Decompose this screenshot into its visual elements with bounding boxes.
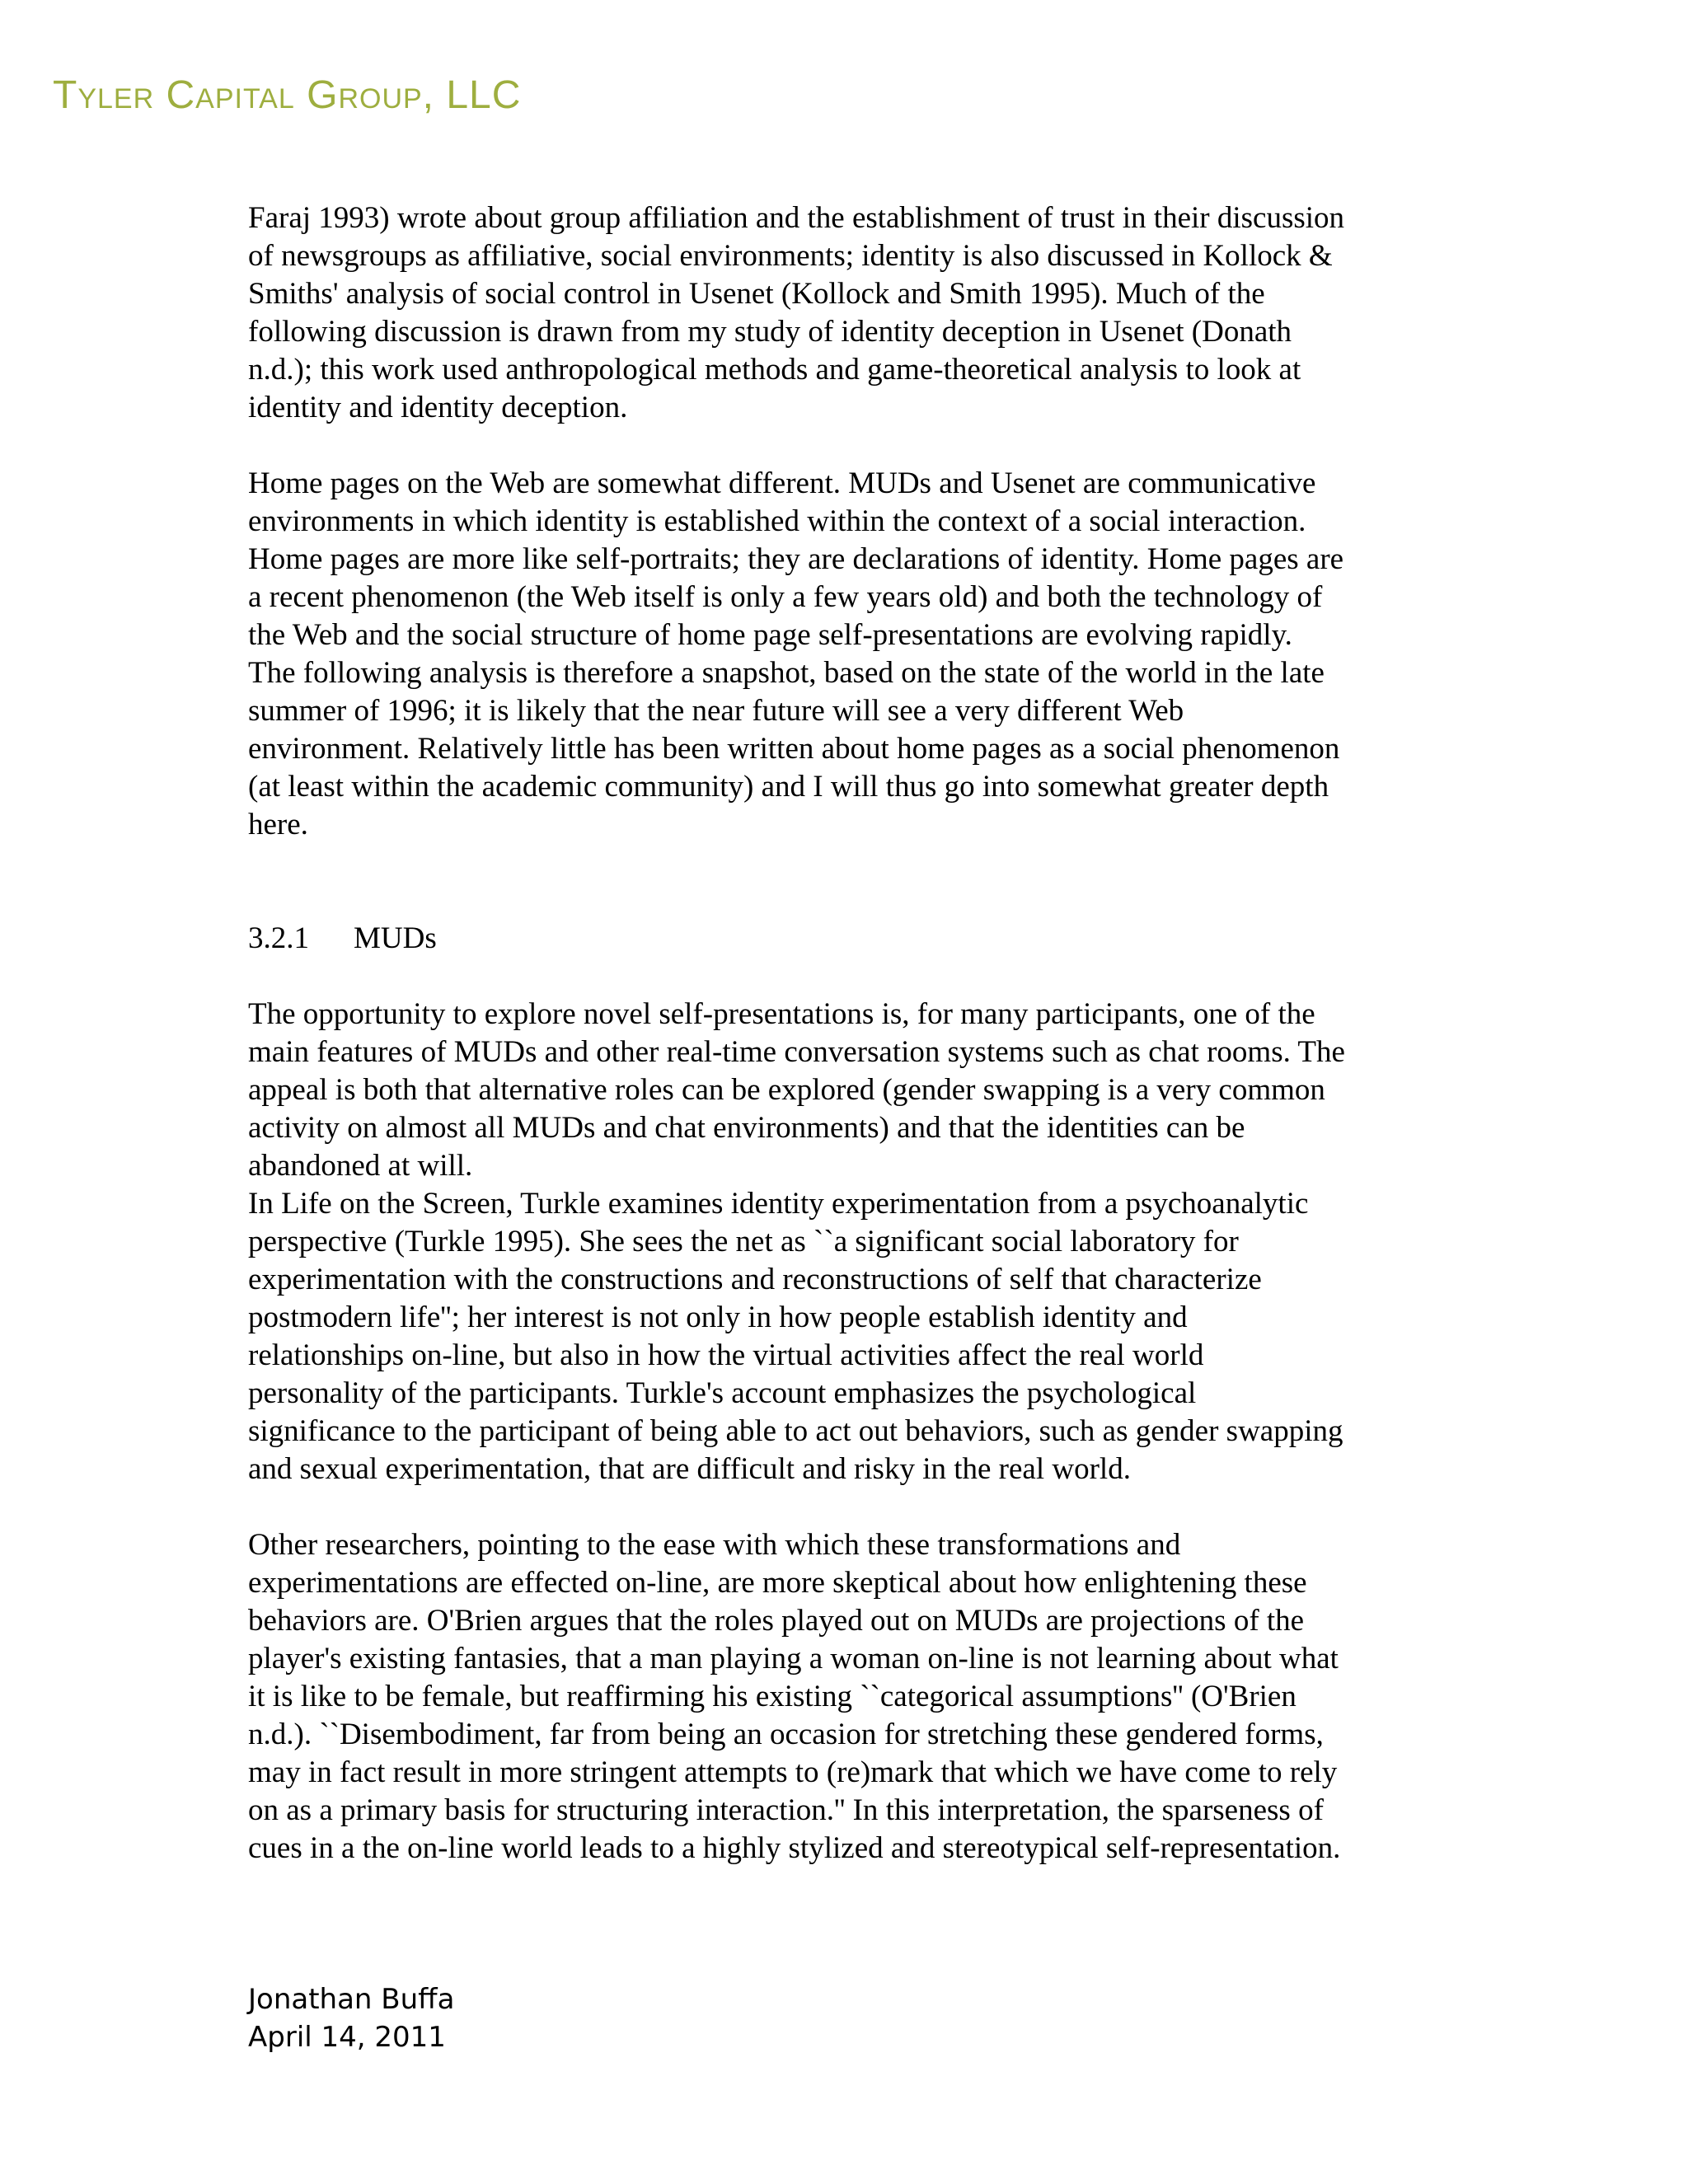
paragraph-identity-discussion: Faraj 1993) wrote about group affiliation and the establishment of trust in their discussion of newsgroups as affiliative, social environments; identity is also discussed in Kollock & Smiths' analysis of social control in Usenet (Kollock and Smith 1995). Much of the following discussion is drawn from my study of identity deception in Usenet (Donath n.d.); this work used anthropological methods and game-theoretical analysis to look at identity and identity deception. bbox=[248, 201, 1345, 424]
section-heading bbox=[248, 920, 1451, 958]
paragraph-home-pages: Home pages on the Web are somewhat different. MUDs and Usenet are communicative environments in which identity is established within the context of a social interaction. Home pages are more like self-portraits; they are declarations of identity. Home pages are a recent phenomenon (the Web itself is only a few years old) and both the technology of the Web and the social structure of home page self-presentations are evolving rapidly. The following analysis is therefore a snapshot, based on the state of the world in the late summer of 1996; it is likely that the near future will see a very different Web environment. Relatively little has been written about home pages as a social phenomenon (at least within the academic community) and I will thus go into somewhat greater depth here. bbox=[248, 466, 1344, 841]
section-title: MUDs bbox=[354, 921, 437, 955]
document-body bbox=[248, 199, 1451, 1868]
paragraph-gap bbox=[248, 958, 1451, 996]
paragraph-gap bbox=[248, 1488, 1451, 1526]
company-header: Tyler Capital Group, LLC bbox=[53, 73, 522, 117]
author-signature bbox=[248, 1980, 454, 2056]
paragraph-muds-opportunity: The opportunity to explore novel self-presentations is, for many participants, one of the main features of MUDs and other real-time conversation systems such as chat rooms. The appeal is both that alternative roles can be explored (gender swapping is a very common activity on almost all MUDs and chat environments) and that the identities can be abandoned at will. bbox=[248, 997, 1345, 1183]
section-gap bbox=[248, 844, 1451, 920]
author-name: Jonathan Buffa bbox=[248, 1983, 455, 2016]
paragraph-gap bbox=[248, 427, 1451, 465]
paragraph-other-researchers: Other researchers, pointing to the ease with which these transformations and experimentations are effected on-line, are more skeptical about how enlightening these behaviors are. O'Brien argues that the roles played out on MUDs are projections of the player's existing fantasies, that a man playing a woman on-line is not learning about what it is like to be female, but reaffirming his existing ``categorical assumptions'' (O'Brien n.d.). ``Disembodiment, far from being an occasion for stretching these gendered forms, may in fact result in more stringent attempts to (re)mark that which we have come to rely on as a primary basis for structuring interaction.'' In this interpretation, the sparseness of cues in a the on-line world leads to a highly stylized and stereotypical self-representation. bbox=[248, 1528, 1341, 1865]
section-number: 3.2.1 bbox=[248, 921, 309, 955]
paragraph-turkle: In Life on the Screen, Turkle examines identity experimentation from a psychoanalytic perspective (Turkle 1995). She sees the net as ``a significant social laboratory for experimentation with the constructions and reconstructions of self that characterize postmodern life''; her interest is not only in how people establish identity and relationships on-line, but also in how the virtual activities affect the real world personality of the participants. Turkle's account emphasizes the psychological significance to the participant of being able to act out behaviors, such as gender swapping and sexual experimentation, that are difficult and risky in the real world. bbox=[248, 1187, 1343, 1486]
document-date: April 14, 2011 bbox=[248, 2021, 446, 2054]
